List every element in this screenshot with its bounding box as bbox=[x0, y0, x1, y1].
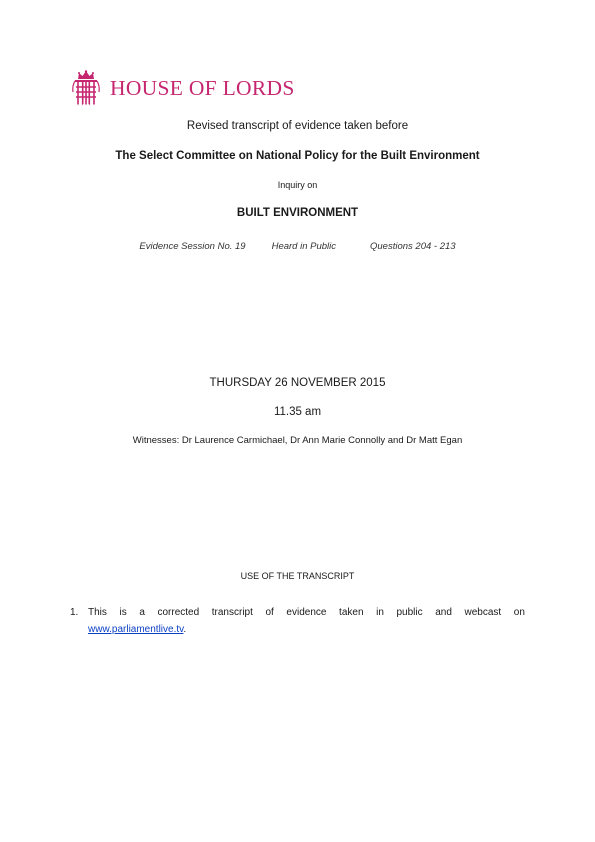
usage-word: public bbox=[396, 607, 423, 618]
list-number: 1. bbox=[70, 607, 79, 618]
parliamentlive-link[interactable]: www.parliamentlive.tv bbox=[88, 624, 184, 635]
usage-word: a bbox=[139, 607, 145, 618]
house-of-lords-logo bbox=[70, 70, 295, 106]
usage-line-2 bbox=[88, 621, 525, 638]
committee-name: The Select Committee on National Policy for the Built Environment bbox=[115, 150, 480, 162]
transcript-intro: Revised transcript of evidence taken before bbox=[186, 120, 409, 132]
session-hearing: Heard in Public bbox=[271, 241, 336, 252]
usage-word: of bbox=[265, 607, 274, 618]
usage-word: evidence bbox=[286, 607, 327, 618]
portcullis-icon bbox=[70, 70, 102, 106]
usage-text bbox=[88, 604, 525, 638]
session-number: Evidence Session No. 19 bbox=[139, 241, 246, 252]
usage-word: in bbox=[376, 607, 384, 618]
usage-word: transcript bbox=[211, 607, 253, 618]
session-date: THURSDAY 26 NOVEMBER 2015 bbox=[209, 377, 386, 389]
usage-word: taken bbox=[339, 607, 364, 618]
usage-list bbox=[70, 604, 525, 638]
usage-word: is bbox=[119, 607, 127, 618]
list-item bbox=[70, 604, 525, 638]
usage-word: webcast bbox=[464, 607, 502, 618]
usage-word: This bbox=[88, 607, 107, 618]
inquiry-subject: BUILT ENVIRONMENT bbox=[236, 207, 359, 219]
witnesses: Witnesses: Dr Laurence Carmichael, Dr Ann Marie Connolly and Dr Matt Egan bbox=[132, 435, 463, 446]
usage-period: . bbox=[183, 624, 187, 635]
usage-word: and bbox=[435, 607, 452, 618]
session-details bbox=[0, 241, 595, 252]
logo-text: HOUSE OF LORDS bbox=[110, 76, 295, 101]
session-questions: Questions 204 - 213 bbox=[370, 241, 456, 252]
usage-line-1 bbox=[88, 604, 525, 621]
usage-word: on bbox=[513, 607, 525, 618]
use-of-transcript-heading: USE OF THE TRANSCRIPT bbox=[240, 571, 355, 581]
usage-word: corrected bbox=[157, 607, 200, 618]
session-time: 11.35 am bbox=[273, 406, 322, 418]
inquiry-label: Inquiry on bbox=[277, 180, 318, 190]
